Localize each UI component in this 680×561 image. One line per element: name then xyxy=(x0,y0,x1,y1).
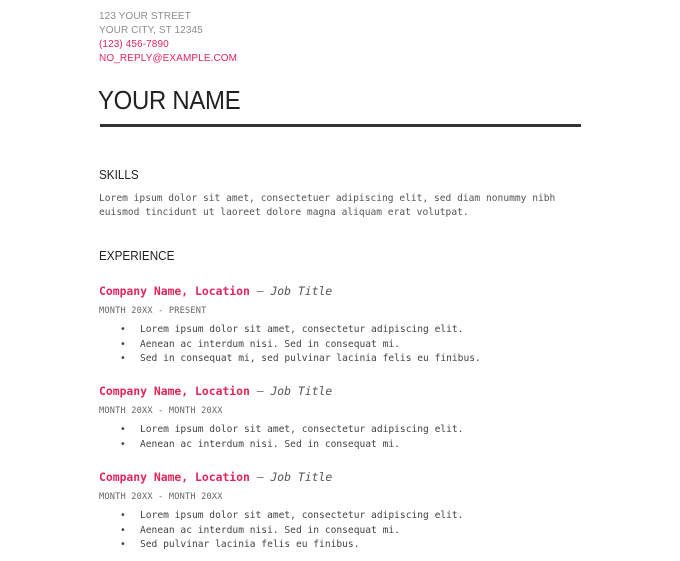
job-bullet: • Lorem ipsum dolor sit amet, consectetur adipiscing elit. xyxy=(120,323,481,338)
contact-email[interactable]: NO_REPLY@EXAMPLE.COM xyxy=(99,53,238,64)
job-bullet: • Sed pulvinar lacinia felis eu finibus. xyxy=(120,538,463,553)
job-bullet: • Aenean ac interdum nisi. Sed in consequat mi. xyxy=(120,524,463,539)
job-dates: MONTH 20XX - MONTH 20XX xyxy=(99,492,223,502)
job-header xyxy=(99,283,332,299)
resume-name: YOUR NAME xyxy=(98,85,241,115)
contact-phone: (123) 456-7890 xyxy=(99,39,169,50)
job-header xyxy=(99,383,332,399)
skills-heading: SKILLS xyxy=(99,167,139,182)
job-bullet-list xyxy=(120,323,481,367)
job-separator: — xyxy=(256,284,264,298)
job-company: Company Name, Location xyxy=(99,384,250,398)
job-bullet-list xyxy=(120,423,463,452)
job-dates: MONTH 20XX - PRESENT xyxy=(99,306,207,316)
job-company: Company Name, Location xyxy=(99,284,250,298)
job-title: Job Title xyxy=(270,284,333,298)
job-separator: — xyxy=(256,470,264,484)
name-divider xyxy=(100,124,581,127)
job-bullet: • Sed in consequat mi, sed pulvinar lacinia felis eu finibus. xyxy=(120,352,481,367)
job-bullet: • Aenean ac interdum nisi. Sed in consequat mi. xyxy=(120,438,463,453)
job-company: Company Name, Location xyxy=(99,470,250,484)
job-bullet-list xyxy=(120,509,463,553)
experience-heading: EXPERIENCE xyxy=(99,248,175,263)
job-title: Job Title xyxy=(270,470,333,484)
job-dates: MONTH 20XX - MONTH 20XX xyxy=(99,406,223,416)
contact-city: YOUR CITY, ST 12345 xyxy=(99,25,203,36)
contact-street: 123 YOUR STREET xyxy=(99,11,191,22)
job-separator: — xyxy=(256,384,264,398)
job-header xyxy=(99,469,332,485)
job-bullet: • Lorem ipsum dolor sit amet, consectetur adipiscing elit. xyxy=(120,509,463,524)
job-bullet: • Aenean ac interdum nisi. Sed in consequat mi. xyxy=(120,338,481,353)
job-bullet: • Lorem ipsum dolor sit amet, consectetur adipiscing elit. xyxy=(120,423,463,438)
job-title: Job Title xyxy=(270,384,333,398)
skills-text: Lorem ipsum dolor sit amet, consectetuer adipiscing elit, sed diam nonummy nibh euismod tincidunt ut laoreet dolore magna aliquam erat volutpat. xyxy=(99,193,556,218)
